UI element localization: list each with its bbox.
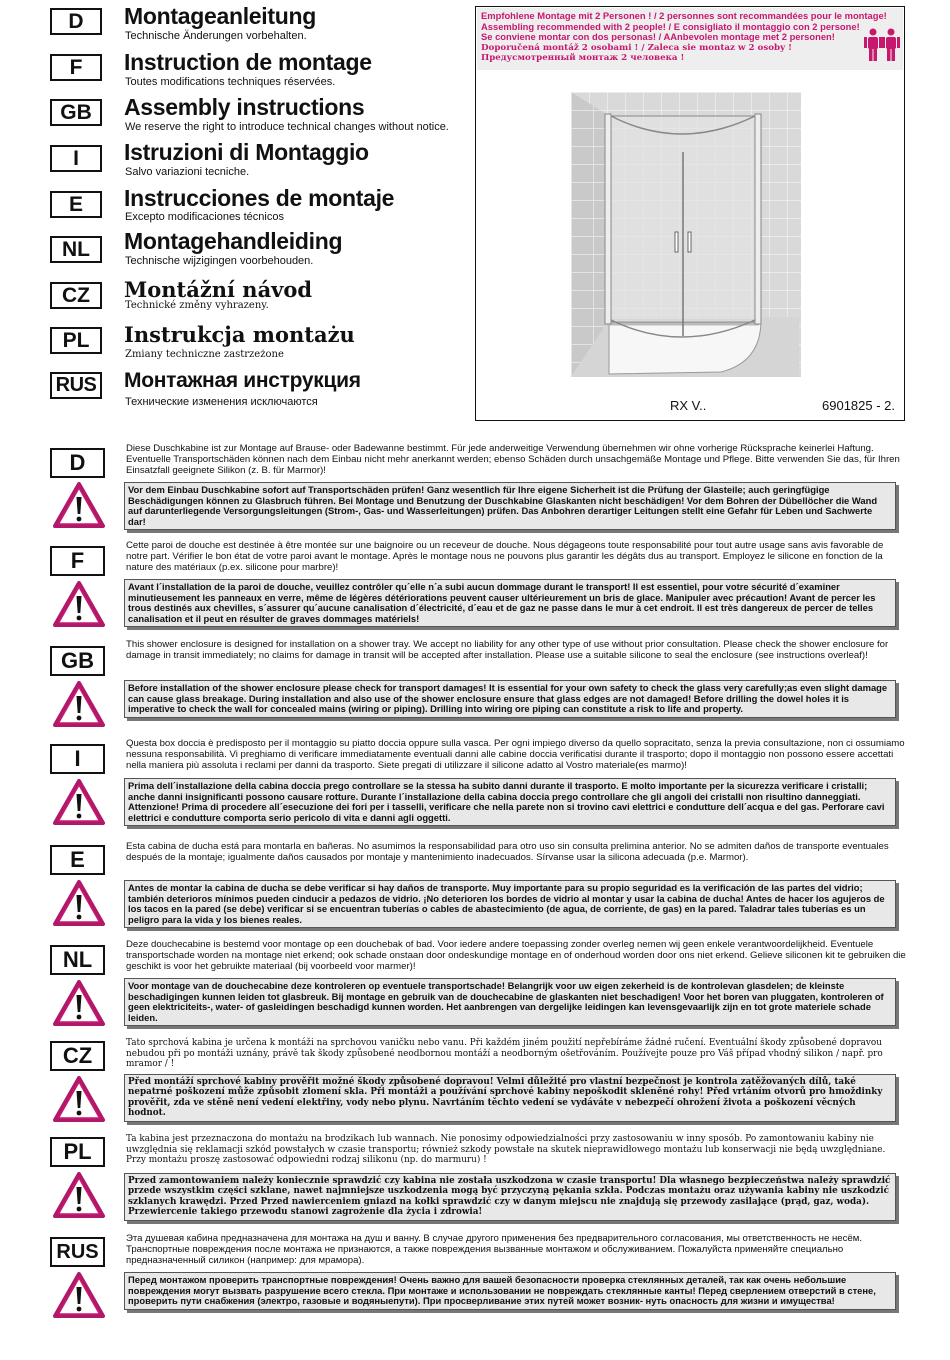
title-ru: Монтажная инструкция xyxy=(124,369,361,392)
warning-triangle-icon xyxy=(53,880,105,926)
lang-code-nl: NL xyxy=(50,236,102,263)
subtitle-es: Excepto modificaciones técnicos xyxy=(125,211,284,223)
section-warning-d: Vor dem Einbau Duschkabine sofort auf Transportschäden prüfen! Ganz wesentlich für Ihre eigene Sicherheit ist die Prüfung der Glasteile; auch geringfügige Beschädigungen können zu Glasbruch führen. Bei Montage und Benutzung der Duschkabine Glaskanten nicht beschädigen! Vor dem Bohren der Dübellöcher die Wand auf darunterliegende Versorgungsleitungen (Strom-, Gas- und Wasserleitungen) prüfen. Das Anbohren derartiger Leitungen stellt eine Gefahr für Leben und Sachwerte dar! xyxy=(124,482,896,530)
notice-line-3: Se conviene montar con dos personas! / AAnbevolen montage met 2 personen! xyxy=(481,31,835,42)
warning-triangle-icon xyxy=(53,1272,105,1318)
warning-triangle-icon xyxy=(53,980,105,1026)
section-warning-rus: Перед монтажом проверить транспортные повреждения! Очень важно для вашей безопасности проверка стеклянных деталей, так как очень небольшие повреждения могут вызвать разрушение всего стекла. При монтаже и использовании не повреждать стеклянные канты! Перед сверлением отверстий в стене, проверить пути снабжения (электро, газовые и водяныепути). При просверливание этих путей может возник- нуть опасность для жизни и имущества! xyxy=(124,1272,896,1310)
warning-triangle-icon xyxy=(53,779,105,825)
title-nl: Montagehandleiding xyxy=(124,228,343,254)
title-fr: Instruction de montage xyxy=(124,49,372,75)
section-text-gb: This shower enclosure is designed for installation on a shower tray. We accept no liability for any other type of use without prior consultation. Please check the shower enclosure for damage in transit immediately; no claims for damage in transit will be accepted after installation. Please use a suitable silicone to seal the enclosure (see instructions overleaf)! xyxy=(126,639,889,661)
section-code-e: E xyxy=(50,845,105,875)
section-code-nl: NL xyxy=(50,945,105,975)
section-text-f: Cette paroi de douche est destinée à être montée sur une baignoire ou un receveur de douche. Nous dégageons toute responsabilité pour tout autre usage sans avis favorable de notre part. Vérifier le bon état de votre paroi avant le montage. Après le montage nous ne pouvons plus garantir les dégâts dus au transport. Employez le silicone en fonction de la nature des matériaux (p.ex. silicone pour marbre)! xyxy=(126,540,884,573)
lang-code-pl: PL xyxy=(50,327,102,354)
section-text-pl: Ta kabina jest przeznaczona do montażu na brodzikach lub wannach. Nie ponosimy odpowiedzialności przy zastosowaniu w inny sposób. Po zamontowaniu kabiny nie uwzględnia się reklamacji szkód powstałych w czasie transportu; również szkody powstałe na skutek nieprawidłowego montażu lub konserwacji nie będą uwzględniane. Przy montażu proszę zastosować odpowiedni rodzaj silikonu (np. do marmuru) ! xyxy=(126,1134,886,1166)
warning-triangle-icon xyxy=(53,1076,105,1122)
section-code-cz: CZ xyxy=(50,1041,105,1071)
section-text-i: Questa box doccia è predisposto per il montaggio su piatto doccia oppure sulla vasca. Per ogni impiego diverso da quello sopracitato, senza la previa consultazione, non ci ossumiamo nessuna responsabilità. Vi preghiamo di verificare immediatamente eventuali danni alle cabine doccia verificatisi durante il trasporto; dopo il montaggio non possono essere accettati nella maniera più assoluta i reclami per danni da trasporto. Siete pregati di utilizzare il silicone adatto al Vostro materiale(es marmo)! xyxy=(126,738,905,771)
section-text-nl: Deze douchecabine is bestemd voor montage op een douchebak of bad. Voor iedere andere toepassing zonder overleg nemen wij geen enkele verantwoordelijkheid. Eventuele transportschade worden na montage niet erkend; ook schade onstaan door ondeskundige montage en of onderhoud worden door ons niet erkend. Gelieve siliconen kit te gebruiken die geschikt is voor het gebruikte materiaal (bij voorbeeld voor marmer)! xyxy=(126,939,906,972)
subtitle-it: Salvo variazioni tecniche. xyxy=(125,166,250,178)
lang-code-d: D xyxy=(50,8,102,35)
notice-line-5: Предусмотренный монтаж 2 человека ! xyxy=(481,53,685,63)
warning-triangle-icon xyxy=(53,482,105,528)
section-warning-i: Prima dell´installazione della cabina doccia prego controllare se la stessa ha subito danni durante il trasporto. E molto importante per la sicurezza verificare i cristalli; anche danni insignificanti possono causare rotture. Durante l´installazione della cabina doccia prego controllare che gli angoli dei cristalli non risultino danneggiati. Attenzione! Prima di procedere all´esecuzione dei fori per i tasselli, verificare che nella parete non si trovino cavi elettrici e condutture dell´acqua e del gas. Perforare cavi elettrici e condutture comporta serio pericolo di vita e danni agli oggetti. xyxy=(124,778,896,826)
lang-code-rus: RUS xyxy=(50,372,102,399)
title-cz: Montážní návod xyxy=(124,277,313,302)
subtitle-pl: Zmiany techniczne zastrzeżone xyxy=(125,349,284,360)
subtitle-cz: Technické změny vyhrazeny. xyxy=(125,300,269,311)
lang-code-i: I xyxy=(50,145,102,172)
two-persons-icon xyxy=(862,28,902,62)
section-text-d: Diese Duschkabine ist zur Montage auf Brause- oder Badewanne bestimmt. Für jede anderweitige Verwendung übernehmen wir ohne vorherige Rücksprache keinerlei Haftung. Eventuelle Transportschäden können nach dem Einbau nicht mehr anerkannt werden; ebenso Schäden durch unsachgemäße Montage und Pflege. Bitte verwenden Sie das, für Ihren Einsatzfall geeignete Silikon (z. B. für Marmor)! xyxy=(126,443,900,476)
section-text-cz: Tato sprchová kabina je určena k montáži na sprchovou vaničku nebo vanu. Při každém jiném použití nepřebíráme žádné ručení. Eventuální škody způsobené dopravou nebudou při po montáži uznány, právě tak škody způsobené neodbornou montáží a neodborným ošetřováním. Používejte pouze pro Váš případ vhodný silikon / např. pro mramor / ! xyxy=(126,1038,883,1070)
warning-triangle-icon xyxy=(53,681,105,727)
subtitle-nl: Technische wijzigingen voorbehouden. xyxy=(125,255,314,267)
section-text-rus: Эта душевая кабина предназначена для монтажа на душ и ванну. В случае другого применения без предварительного согласования, мы ответственность не несём. Транспортные повреждения после монтажа не признаются, а также повреждения вызванные монтажом и обслуживанием. Пожалуйста применяйте специально предназначенный силикон (например: для мрамора). xyxy=(126,1233,862,1266)
lang-code-f: F xyxy=(50,54,102,81)
section-code-i: I xyxy=(50,744,105,774)
warning-triangle-icon xyxy=(53,1172,105,1218)
section-warning-nl: Voor montage van de douchecabine deze kontroleren op eventuele transportschade! Belangrijk voor uw eigen zekerheid is de kontrolevan glasdelen; de kleinste beschadigingen kunnen leiden tot glasbreuk. Bij montage en gebruik van de douchecabine de glaskanten niet beschadigen! Voor het boren van pluggaten, kontroleren of geen elektriciteits-, water- of gasleidingen beschadigd kunnen worden. Het aanbrengen van dergelijke leidingen kan levensgevaarlijk zijn en tot grote materiele schade leiden. xyxy=(124,978,896,1026)
section-warning-pl: Przed zamontowaniem należy koniecznie sprawdzić czy kabina nie została uszkodzona w czasie transportu! Dla własnego bezpieczeństwa należy sprawdzić przede wszystkim części szklane, nawet najmniejsze uszkodzenia mogą być przyczyną pękania szkła. Podczas montażu oraz używania kabiny nie uszkodzić szklanych krawędzi. Przed Przed nawierceniem gniazd na kołki sprawdzić czy w danym miejscu nie znajdują się przewody zasilające (prąd, gaz, woda). Przewiercenie takiego przewodu stanowi zagrożenie dla życia i zdrowia! xyxy=(124,1173,896,1221)
title-it: Istruzioni di Montaggio xyxy=(124,139,369,165)
section-code-pl: PL xyxy=(50,1137,105,1167)
title-es: Instrucciones de montaje xyxy=(124,185,395,211)
notice-line-1: Empfohlene Montage mit 2 Personen ! / 2 personnes sont recommandées pour le montage! xyxy=(481,10,887,21)
section-code-rus: RUS xyxy=(50,1237,105,1267)
model-label: RX V.. xyxy=(670,398,707,413)
section-warning-cz: Před montáží sprchové kabiny prověřit možné škody způsobené dopravou! Velmi důležité pro vlastní bezpečnost je kontrola zatěžovaných dílů, také nepatrné poškození může způsobit zlomení skla. Při montáži a používání sprchové kabiny nepoškodit skleněné rohy! Před vrtáním otvorů pro hmoždinky prověřit, zda ve stěně není vedení elektřiny, vody nebo plynu. Navrtáním těchto vedení se vydáváte v nebezpečí ohrožení života a poškození věcných hodnot. xyxy=(124,1074,896,1122)
section-warning-f: Avant l´installation de la paroi de douche, veuillez contrôler qu´elle n´a subi aucun dommage durant le transport! Il est essentiel, pour votre sécurité d´examiner minutieusement les panneaux en verre, même de légères détériorations peuvent causer ultérieurement un bris de glace. Manipuler avec précaution! Avant de percer les trous destinés aux chevilles, s´assurer qu´aucune canalisation d´électricité, d´eau et de gaz ne passe dans le mur à cet endroit. Il est très dangereux de percer de telles canalisation et il peut en résulter de graves dommages matériels! xyxy=(124,579,896,627)
notice-line-2: Assembling recommended with 2 people! / E consigliato il montaggio con 2 persone! xyxy=(481,20,860,32)
section-code-d: D xyxy=(50,448,105,478)
notice-line-4: Doporučená montáž 2 osobami ! / Zaleca sie montaz w 2 osoby ! xyxy=(481,42,792,53)
warning-triangle-icon xyxy=(53,581,105,627)
article-number: 6901825 - 2. xyxy=(822,398,896,413)
title-gb: Assembly instructions xyxy=(124,94,365,120)
subtitle-gb: We reserve the right to introduce technical changes without notice. xyxy=(125,121,449,133)
title-de: Montageanleitung xyxy=(124,3,316,29)
lang-code-cz: CZ xyxy=(50,282,102,309)
lang-code-gb: GB xyxy=(50,99,102,126)
section-code-gb: GB xyxy=(50,646,105,676)
section-warning-gb: Before installation of the shower enclosure please check for transport damages! It is essential for your own safety to check the glass very carefully;as even slight damage can cause glass breakage. During installation and also use of the shower enclosure ensure that glass edges are not damaged! Before drilling the dowel holes it is imperative to check the wall for concealed mains (wiring or piping). Drilling into wiring ore piping can constitute a risk to life and property. xyxy=(124,680,896,718)
title-pl: Instrukcja montażu xyxy=(124,322,355,347)
section-warning-e: Antes de montar la cabina de ducha se debe verificar si hay daños de transporte. Muy importante para su propio seguridad es la verificación de las partes del vidrio; también deterioros mínimos pueden cinducir a pedazos de vidrio. ¡No deterioren los bordes de vidrio al montar y usar la cabina de ducha! Antes de hacer los agujeros de los tacos en la pared (se debe) verificar si se encuentran tuberías o cables de abastecimiento (de agua, de corriente, de gas) en la pared. Taladrar tales tuberías es un peligro para la vida y los bienes reales. xyxy=(124,880,896,928)
shower-enclosure-illustration xyxy=(571,92,801,377)
subtitle-ru: Технические изменения исключаются xyxy=(125,396,318,408)
subtitle-fr: Toutes modifications techniques réservées. xyxy=(125,76,336,88)
subtitle-de: Technische Änderungen vorbehalten. xyxy=(125,30,307,42)
lang-code-e: E xyxy=(50,191,102,218)
section-code-f: F xyxy=(50,546,105,576)
section-text-e: Esta cabina de ducha está para montarla en bañeras. No asumimos la responsabilidad para otro uso sin consulta prelimina anterior. No se admiten daños de transporte eventuales después de la montaje; igualmente daños causados por montaje y mantenimiento inadecuados. Sírvanse usar la silicona adecuada (p.e. Marmor). xyxy=(126,841,889,863)
